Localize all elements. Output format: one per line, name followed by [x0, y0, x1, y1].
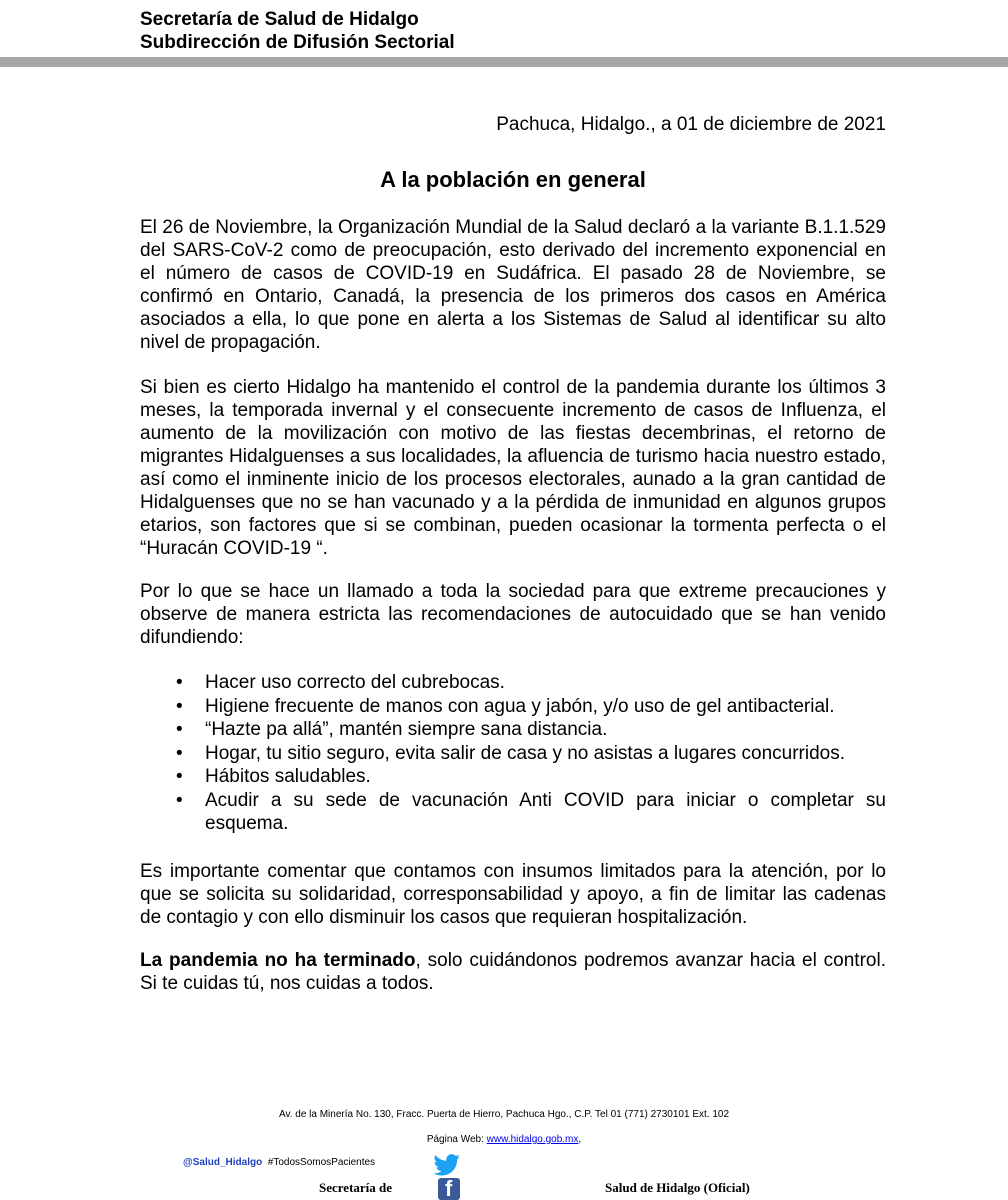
- hashtag: #TodosSomosPacientes: [267, 1157, 376, 1168]
- twitter-handle-line: [183, 1156, 375, 1169]
- list-item: [140, 742, 886, 766]
- paragraph-4: Es importante comentar que contamos con insumos limitados para la atención, por lo que se solicita su solidaridad, corresponsabilidad y apoyo, a fin de limitar las cadenas de contagio y con ello disminuir los casos que requieran hospitalización.: [140, 861, 886, 928]
- header-rule: [0, 57, 1008, 67]
- bullet-icon: •: [176, 766, 183, 787]
- website-link[interactable]: www.hidalgo.gob.mx: [486, 1134, 579, 1145]
- footer-website: [0, 1133, 1008, 1146]
- closing-text: , solo cuidándonos podremos avanzar hacia el control. Si te cuidas tú, nos cuidas a todos.: [140, 950, 886, 994]
- closing-paragraph: [140, 949, 886, 995]
- date-line: Pachuca, Hidalgo., a 01 de diciembre de 2021: [496, 114, 886, 135]
- list-item: [140, 695, 886, 719]
- facebook-icon[interactable]: f: [438, 1178, 460, 1200]
- letterhead-line-1: Secretaría de Salud de Hidalgo: [140, 9, 419, 30]
- list-item-text: Hábitos saludables.: [205, 766, 371, 787]
- footer-address: Av. de la Minería No. 130, Fracc. Puerta de Hierro, Pachuca Hgo., C.P. Tel 01 (771) 2730101 Ext. 102: [278, 1109, 730, 1120]
- facebook-page-name[interactable]: Salud de Hidalgo (Oficial): [605, 1180, 750, 1195]
- list-item: [140, 718, 886, 742]
- list-item-text: “Hazte pa allá”, mantén siempre sana distancia.: [205, 719, 608, 740]
- closing-emphasis: La pandemia no ha terminado: [140, 950, 416, 971]
- list-item: [140, 789, 886, 836]
- bullet-icon: •: [176, 742, 183, 764]
- website-label: Página Web:: [426, 1134, 487, 1145]
- document-title: A la población en general: [380, 167, 646, 192]
- recommendations-list: [140, 671, 886, 836]
- letterhead-line-2: Subdirección de Difusión Sectorial: [140, 32, 455, 53]
- bullet-icon: •: [176, 672, 183, 693]
- twitter-icon[interactable]: [433, 1154, 461, 1176]
- list-item: [140, 671, 886, 695]
- bullet-icon: •: [176, 789, 183, 811]
- website-suffix: ,: [578, 1134, 582, 1145]
- list-item: [140, 765, 886, 789]
- list-item-text: Acudir a su sede de vacunación Anti COVID para iniciar o completar su esquema.: [205, 789, 886, 834]
- letterhead: [140, 8, 455, 54]
- footer-secretaria: Secretaría de: [319, 1180, 393, 1195]
- paragraph-1: El 26 de Noviembre, la Organización Mundial de la Salud declaró a la variante B.1.1.529 del SARS-CoV-2 como de preocupación, esto derivado del incremento exponencial en el número de casos de COVID-19 en Sudáfrica. El pasado 28 de Noviembre, se confirmó en Ontario, Canadá, la presencia de los primeros dos casos en América asociados a ella, lo que pone en alerta a los Sistemas de Salud al identificar su alto nivel de propagación.: [140, 217, 886, 353]
- twitter-handle[interactable]: @Salud_Hidalgo: [183, 1157, 263, 1168]
- list-item-text: Hacer uso correcto del cubrebocas.: [205, 672, 505, 693]
- paragraph-2: Si bien es cierto Hidalgo ha mantenido el control de la pandemia durante los últimos 3 meses, la temporada invernal y el consecuente incremento de casos de Influenza, el aumento de la movilización con motivo de las fiestas decembrinas, el retorno de migrantes Hidalguenses a sus localidades, la afluencia de turismo hacia nuestro estado, así como el inminente inicio de los procesos electorales, aunado a la gran cantidad de Hidalguenses que no se han vacunado y a la pérdida de inmunidad en algunos grupos etarios, son factores que si se combinan, pueden ocasionar la tormenta perfecta o el “Huracán COVID-19 “.: [140, 377, 886, 559]
- bullet-icon: •: [176, 695, 183, 717]
- list-item-text: Higiene frecuente de manos con agua y jabón, y/o uso de gel antibacterial.: [205, 695, 835, 717]
- list-item-text: Hogar, tu sitio seguro, evita salir de casa y no asistas a lugares concurridos.: [205, 742, 845, 764]
- bullet-icon: •: [176, 719, 183, 740]
- paragraph-3: Por lo que se hace un llamado a toda la sociedad para que extreme precauciones y observe de manera estricta las recomendaciones de autocuidado que se han venido difundiendo:: [140, 581, 886, 648]
